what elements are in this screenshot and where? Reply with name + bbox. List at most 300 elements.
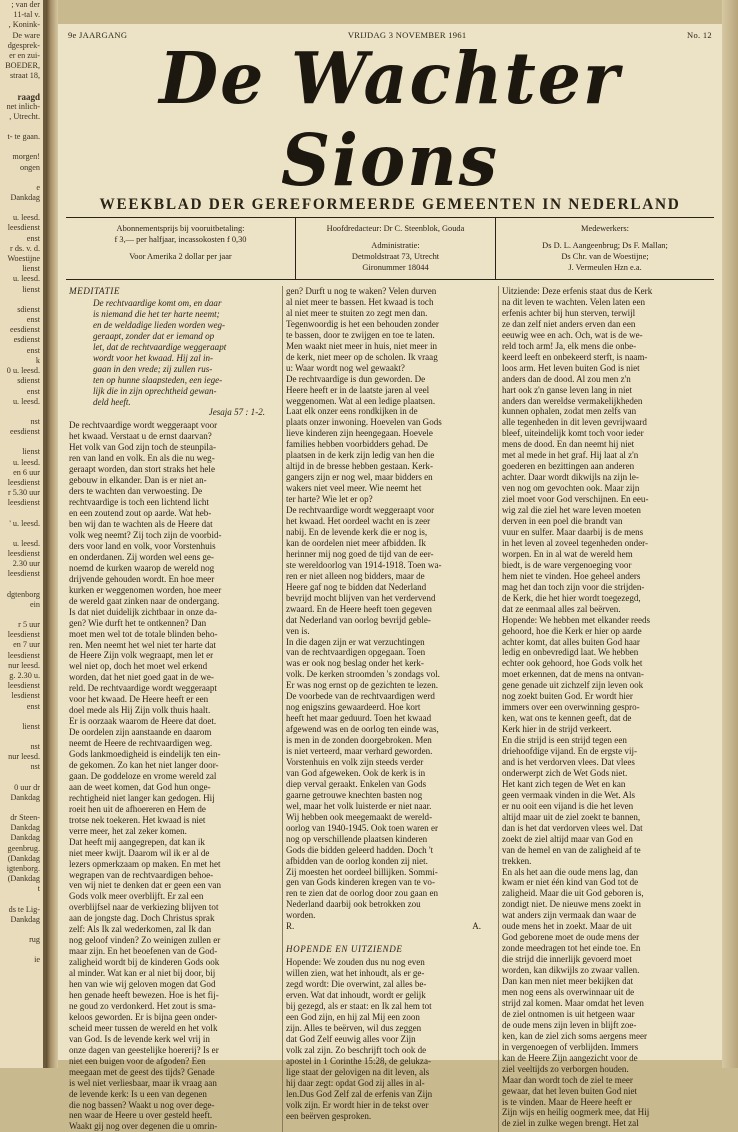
text-line: volk zijn. Er wordt hier in de tekst over: [286, 1099, 429, 1110]
text-line: gaan. De goddeloze en vrome wereld zal: [69, 770, 217, 781]
text-line: is niemand die het ter harte neemt;: [93, 308, 220, 319]
text-line: rechtigheid niet langer kan gedogen. Hij: [69, 792, 215, 803]
text-line: Vorstenhuis en volk zijn steeds verder: [286, 756, 424, 767]
text-line: Het kant zich tegen de Wet en kan: [502, 778, 626, 789]
text-line: De rechtvaardige wordt weggeraapt voor: [286, 505, 435, 516]
text-line: dat God Zelf eeuwig alles voor Zijn: [286, 1033, 416, 1044]
adjacent-page-fragment: (Dankdag: [7, 874, 40, 884]
adjacent-page-fragment: [0, 580, 43, 590]
text-line: Gods lankmoedigheid is eindelijk ten ein-: [69, 749, 221, 760]
contributors-line: Ds Chr. van de Woestijne;: [561, 252, 649, 261]
text-line: van de hemel en van de zaligheid af te: [502, 844, 641, 855]
text-line: niet meer kwijt. Daarom wil ik er al de: [69, 847, 210, 858]
adjacent-page-fragment: (Dankdag: [7, 853, 40, 863]
adjacent-page-fragment: raagd: [17, 91, 40, 102]
text-line: gen van Gods kinderen kregen van te vo-: [286, 877, 435, 888]
text-line: vuur en sulfer. Maar daarbij is de mens: [502, 526, 644, 537]
adjacent-page-fragment: , Utrecht.: [9, 112, 40, 122]
text-line: heeft het maar geduurd. Toen het kwaad: [286, 713, 432, 724]
newspaper-page: [58, 24, 722, 1132]
text-line: lieve kinderen zijn heengegaan. Hoevele: [286, 428, 433, 439]
text-line: wig zal die ziel het ware leven moeten: [502, 505, 641, 516]
text-line: weggenomen. Wat al een ledige plaatsen.: [286, 395, 436, 406]
text-line: Dat heeft mij aangegrepen, dat kan ik: [69, 836, 205, 847]
text-line: hart ook z'n ganse leven lang in niet: [502, 384, 633, 395]
section-heading-hopende: HOPENDE EN UITZIENDE: [286, 944, 403, 955]
text-line: al minder. Wat kan er al niet bij door, bij: [69, 968, 216, 979]
text-line: Laat elk onzer eens rondkijken in de: [286, 406, 418, 417]
text-line: hen van wie wij geloven mogen dat God: [69, 979, 216, 990]
text-line: ste wereldoorlog van 1914-1918. Toen wa-: [286, 559, 442, 570]
text-line: van God. Is de levende kerk wel vrij in: [69, 1033, 210, 1044]
text-line: deld heeft.: [93, 396, 131, 407]
text-line: volk weg neemt? Zij toch zijn de voorbid-: [69, 529, 222, 540]
adjacent-page-fragment: 11-tal v.: [13, 10, 40, 20]
text-line: van de rechtvaardigen opgegaan. Toen: [286, 647, 426, 658]
text-line: trekken.: [502, 855, 532, 866]
adjacent-page-fragment: enst: [26, 315, 40, 325]
text-line: geraapt, zonder dat er iemand op: [93, 330, 215, 341]
text-line: ten op hunne slaapsteden, een iege-: [93, 374, 223, 385]
text-line: De rechtvaardige wordt weggeraapt voor: [69, 420, 218, 431]
text-line: erven. Wat dat inhoudt, wordt er gelijk: [286, 990, 426, 1001]
text-line: wat anders zijn vermaak dan waar de: [502, 910, 637, 921]
text-line: de wereld gaat zinken naar de ondergang.: [69, 595, 220, 606]
text-line: nog enigszins gewaardeerd. Hoe kort: [286, 702, 421, 713]
text-line: zaligheid wordt bij de kinderen Gods ook: [69, 957, 220, 968]
adjacent-page-fragment: [0, 773, 43, 783]
text-line: eeuwig wee en ach. Och, wat is de we-: [502, 329, 643, 340]
text-line: en de weldadige lieden worden weg-: [93, 319, 226, 330]
text-line: oorlog van 1940-1945. Ook toen waren er: [286, 822, 438, 833]
text-line: En als het aan die oude mens lag, dan: [502, 866, 638, 877]
text-line: Zijn wijs en heilig oogmerk mee, dat Hij: [502, 1107, 650, 1118]
text-line: een God zijn, en hij zal Mij een zoon: [286, 1011, 420, 1022]
text-line: kunnen ophalen, zodat men zelfs van: [502, 406, 637, 417]
text-line: die strijd die innerlijk gevoerd moet: [502, 954, 632, 965]
text-line: De voorbede van de rechtvaardigen werd: [286, 691, 435, 702]
editor-line: Detmoldstraat 73, Utrecht: [351, 252, 440, 261]
section-heading-meditatie: MEDITATIE: [69, 286, 120, 296]
text-line: roeit hen uit de afhoereren en Hem de: [69, 803, 206, 814]
text-line: dat ze eenmaal alles zal beërven.: [502, 603, 621, 614]
text-line: er nu ooit een vijand is die het leven: [502, 800, 634, 811]
text-line: afbidden van de oorlog konden zij niet.: [286, 855, 428, 866]
text-line: Nederland daarbij ook betrokken zou: [286, 899, 421, 910]
text-line: overblijfsel naar de verkiezing blijven tot: [69, 902, 219, 913]
text-line: Er is oorzaak waarom de Heere dat doet.: [69, 716, 217, 727]
adjacent-page-fragment: Dankdag: [10, 914, 40, 924]
text-line: En die strijd is een strijd tegen een: [502, 735, 627, 746]
text-line: gangers zijn er nog wel, maar bidders en: [286, 472, 433, 483]
signoff-right: A.: [472, 921, 481, 932]
adjacent-page-fragment: nst: [30, 762, 40, 772]
adjacent-page-fragment: [0, 142, 43, 152]
text-line: ven is.: [286, 625, 310, 636]
text-line: is wel niet verliesbaar, maar ik vraag aan: [69, 1077, 217, 1088]
text-line: een beërven gesproken.: [286, 1110, 372, 1121]
text-line: afgewend was en de oorlog ten einde was,: [286, 724, 439, 735]
text-line: hem niet te vinden. Hoe geheel anders: [502, 570, 641, 581]
adjacent-page-fragment: en 7 uur: [13, 640, 40, 650]
adjacent-page-fragment: [0, 712, 43, 722]
text-line: len.Dus God Zelf zal de erfenis van Zijn: [286, 1088, 433, 1099]
text-line: apostel in 1 Corinthe 15:28, de gelukza-: [286, 1055, 431, 1066]
scripture-reference: Jesaja 57 : 1-2.: [208, 407, 265, 418]
issue-date: VRIJDAG 3 NOVEMBER 1961: [347, 30, 467, 40]
adjacent-page-fragment: r 5 uur: [18, 619, 40, 629]
adjacent-page-fragment: ongen: [19, 162, 40, 172]
signoff: [286, 921, 495, 932]
masthead-title: De Wachter Sions: [159, 37, 621, 203]
text-line: plaatsen in de kerk zijn ledig van hen die: [286, 450, 435, 461]
adjacent-page-fragment: 0 u. leesd.: [6, 366, 40, 376]
text-line: Wij hebben ook meegemaakt de wereld-: [286, 811, 433, 822]
text-line: Gods volk meer overblijft. Er zal een: [69, 891, 204, 902]
article-columns: [66, 286, 714, 1132]
text-line: Kerk hier in de strijd verkeert.: [502, 724, 612, 735]
adjacent-page-fragment: [0, 895, 43, 905]
text-line: de levende kerk: Is u een van degenen: [69, 1088, 207, 1099]
adjacent-page-fragment: Dankdag: [10, 792, 40, 802]
adjacent-page-fragment: t- te gaan.: [7, 132, 40, 142]
text-line: mens de dood. En dan neemt hij niet: [502, 439, 635, 450]
adjacent-page-strip: [0, 0, 46, 1068]
text-line: ken, kan de ziel zich soms aergens meer: [502, 1030, 648, 1041]
contributors-line: J. Vermeulen Hzn e.a.: [568, 263, 642, 272]
adjacent-page-fragment: Dankdag: [10, 833, 40, 843]
text-line: dan is het dat verdorven vlees wel. Dat: [502, 822, 643, 833]
text-line: nen waar de Heere u over gesteld heeft.: [69, 1110, 213, 1121]
text-line: drijvende gehouden wordt. En hoe meer: [69, 573, 215, 584]
adjacent-page-fragment: dgtenborg: [6, 589, 40, 599]
text-line: neemt de Heere de rechtvaardigen weg.: [69, 738, 213, 749]
text-line: lijk die in zijn oprechtheid gewan-: [93, 385, 217, 396]
adjacent-page-fragment: e: [36, 182, 40, 192]
text-line: het kwaad. Het oordeel wacht en is zeer: [286, 516, 431, 527]
text-line: voor het kwaad. De Heere heeft er een: [69, 694, 209, 705]
meditation-body: [69, 420, 279, 1132]
text-line: nog zoekt buiten God. Er wordt hier: [502, 691, 633, 702]
adjacent-page-fragment: Dankdag: [10, 823, 40, 833]
text-line: ben wij dan te wachten als de Heere dat: [69, 519, 213, 530]
text-line: zoekt de ziel altijd maar van God en: [502, 833, 633, 844]
text-line: onderwerpt zich de Wet Gods niet.: [502, 767, 628, 778]
adjacent-page-fragment: [0, 945, 43, 955]
text-line: wordt voor het kwaad. Hij zal in-: [93, 352, 214, 363]
text-line: al niet meer te stuiten zo zegt men dan.: [286, 307, 428, 318]
text-line: achter komt, dat alles buiten God haar: [502, 636, 640, 647]
subscription-line: Voor Amerika 2 dollar per jaar: [129, 252, 232, 261]
text-line: gebouw in elkander. Dan is er niet an-: [69, 475, 207, 486]
adjacent-page-fragment: leesdienst: [7, 223, 40, 233]
text-line: zegd wordt: Die overwint, zal alles be-: [286, 979, 427, 990]
adjacent-page-fragment: u. leesd.: [12, 538, 40, 548]
text-line: in het leven al zoveel tegenheden onder-: [502, 537, 649, 548]
adjacent-page-fragment: nur leesd.: [8, 660, 40, 670]
text-line: echter ook gehoord, hoe Gods volk het: [502, 658, 643, 669]
adjacent-page-fragment: r 5.30 uur: [7, 488, 40, 498]
text-line: Dan kan men niet meer bekijken dat: [502, 976, 634, 987]
text-line: ziel moet voor God verschijnen. En eeu-: [502, 494, 649, 505]
adjacent-page-fragment: Dankdag: [10, 193, 40, 203]
text-line: reld toch arm! Ja, elk mens die onbe-: [502, 340, 637, 351]
text-line: ken, wat ons te kennen geeft, dat de: [502, 713, 632, 724]
text-line: derven in een poel die brandt van: [502, 516, 623, 527]
text-line: diep verval geraakt. Enkelen van Gods: [286, 778, 427, 789]
adjacent-page-fragment: [0, 925, 43, 935]
contributors-info: [496, 218, 714, 279]
text-line: u: Waar wordt nog wel gewaakt?: [286, 362, 405, 373]
text-line: in vergenoegen of verblijden. Immers: [502, 1041, 639, 1052]
text-line: Hopende: We hebben met elkander reeds: [502, 614, 651, 625]
adjacent-page-fragment: nst: [30, 416, 40, 426]
adjacent-page-fragment: 0 uur dr: [14, 782, 40, 792]
text-line: Waakt gij nog over degenen die u omrin-: [69, 1121, 218, 1132]
adjacent-page-fragment: leesdienst: [7, 569, 40, 579]
adjacent-page-fragment: leesdienst: [7, 498, 40, 508]
text-line: hen genade heeft bewezen. Hoe is het fij-: [69, 990, 219, 1000]
text-line: aan de jongste dag. Doch Christus sprak: [69, 913, 215, 924]
text-line: ren van land en volk. En als die nu weg-: [69, 453, 215, 464]
adjacent-page-fragment: nur leesd.: [8, 752, 40, 762]
text-line: and is het verdorven vlees. Dat vlees: [502, 756, 635, 767]
text-line: worden.: [286, 910, 316, 921]
text-line: volk. De kerken stroomden 's zondags vol.: [286, 669, 440, 680]
adjacent-page-fragment: [0, 529, 43, 539]
text-line: ze dan zelf niet anders erven dan een: [502, 318, 636, 329]
adjacent-page-fragment: ' u. leesd.: [9, 518, 40, 528]
adjacent-page-fragment: lienst: [22, 264, 40, 274]
text-line: loos arm. Het leven buiten God is niet: [502, 362, 640, 373]
text-line: families hebben voorbidders gehad. De: [286, 439, 428, 450]
adjacent-page-fragment: enst: [26, 233, 40, 243]
adjacent-page-fragment: ds te Lig-: [8, 904, 40, 914]
adjacent-page-fragment: enst: [26, 345, 40, 355]
text-line: ders te wachten dan verwoesting. De: [69, 486, 203, 497]
adjacent-page-fragment: u. leesd.: [12, 213, 40, 223]
editor-line: Administratie:: [371, 241, 420, 250]
text-line: scheid meer tussen de wereld en het volk: [69, 1022, 218, 1033]
info-bar: [66, 218, 714, 280]
adjacent-page-fragment: net inlich-: [6, 101, 40, 111]
adjacent-page-fragment: r ds. v. d.: [10, 243, 40, 253]
text-line: God geborene moet de oude mens der: [502, 932, 640, 943]
text-line: Heere gaf nog te bidden dat Nederland: [286, 581, 427, 592]
hopende-body-continued: [502, 286, 711, 1129]
text-line: niet een buigen voor de afgoden? Een: [69, 1055, 206, 1066]
adjacent-page-fragment: u. leesd.: [12, 396, 40, 406]
text-line: ne goud zo verdonkerd. Het zout is sma-: [69, 1000, 216, 1011]
text-line: onze dagen van geestelijke hoererij? Is er: [69, 1044, 219, 1055]
text-line: gaarne getrouwe knechten basten nog: [286, 789, 423, 800]
text-line: biedt, is de ware vergenoeging voor: [502, 559, 632, 570]
editor-line: Hoofdredacteur: Dr C. Steenblok, Gouda: [326, 224, 465, 233]
text-line: verre meer, het zal zeker komen.: [69, 825, 187, 836]
text-line: achter. Daar wordt dikwijls na zijn le-: [502, 472, 639, 483]
text-line: erfenis achter bij hun sterven, terwijl: [502, 307, 636, 318]
text-line: ven wij niet te denken dat er geen een van: [69, 880, 221, 891]
subscription-line: Abonnementsprijs bij vooruitbetaling:: [116, 224, 245, 233]
text-line: gaan in den vrede; zij zullen rus-: [93, 363, 213, 374]
hopende-body: [286, 957, 495, 1121]
subscription-info: [66, 218, 296, 279]
text-line: de oude mens zijn leven in blijft zoe-: [502, 1019, 637, 1030]
text-line: wegrapen van de rechtvaardigen behoe-: [69, 869, 214, 880]
adjacent-page-fragment: er en zui-: [9, 51, 40, 61]
text-line: nog op verschillende plaatsen kinderen: [286, 833, 428, 844]
text-line: kan de Heere Zijn aangezicht voor de: [502, 1052, 638, 1063]
text-line: kurken er weggenomen worden, hoe meer: [69, 584, 222, 595]
adjacent-page-fragment: sdienst: [17, 376, 40, 386]
page-edge: [722, 0, 738, 1068]
text-line: na dit leven te wachten. Velen laten een: [502, 296, 646, 307]
text-line: moet erkennen, dat de mens na ontvan-: [502, 669, 644, 680]
text-line: meegaan met de geest des tijds? Genade: [69, 1066, 215, 1077]
text-line: ren. Men neemt het wel niet ter harte dat: [69, 639, 216, 650]
adjacent-page-fragment: straat 18,: [9, 71, 40, 81]
text-line: reld. De rechtvaardige wordt weggeraapt: [69, 683, 217, 694]
text-line: ren er niet alleen nog bidders, maar de: [286, 570, 425, 581]
adjacent-page-fragment: [0, 295, 43, 305]
text-line: mag het dan toch zijn voor die strijden-: [502, 581, 645, 592]
text-line: en een zoutend zout op aarde. Wat heb-: [69, 508, 212, 519]
adjacent-page-fragment: leesdienst: [7, 650, 40, 660]
adjacent-page-fragment: enst: [26, 701, 40, 711]
subscription-line: f 3,— per halfjaar, incassokosten f 0,30: [114, 235, 247, 244]
column-1: [66, 286, 282, 1132]
text-line: de ziel in zulke wegen brengt. Het zal: [502, 1118, 639, 1129]
adjacent-page-fragment: u. leesd.: [12, 457, 40, 467]
text-line: gehoord, hoe die Kerk er hier op aarde: [502, 625, 642, 636]
text-line: te bassen, door te zwijgen en toe te laten.: [286, 329, 435, 340]
text-line: Men waakt niet meer in huis, niet meer in: [286, 340, 437, 351]
text-line: ven nog om gevochten ook. Maar zijn: [502, 483, 640, 494]
text-line: driehoofdige vijand. En de ergste vij-: [502, 746, 637, 757]
text-line: zelf: Als Ik zal wederkomen, zal Ik dan: [69, 924, 212, 935]
text-line: met al mede in het graf. Hij laat al z'n: [502, 450, 639, 461]
adjacent-page-fragment: [0, 173, 43, 183]
text-line: moet men wel tot de totale blinden beho-: [69, 628, 218, 639]
adjacent-page-fragment: leesdienst: [7, 548, 40, 558]
text-line: ren te zien dat de oorlog door zou gaan en: [286, 888, 438, 899]
text-line: de gekomen. Zo kan het niet langer door-: [69, 759, 219, 770]
text-line: gewaar, dat het leven buiten God niet: [502, 1085, 638, 1096]
jaargang: 9e JAARGANG: [68, 30, 128, 40]
contributors-line: Ds D. L. Aangeenbrug; Ds F. Mallan;: [542, 241, 668, 250]
text-line: de Kerk, die het hier wordt toegezegd,: [502, 592, 641, 603]
text-line: die nog bassen? Waakt u nog over dege-: [69, 1099, 215, 1110]
text-line: Tegenwoordig is het een behouden zonder: [286, 318, 439, 329]
text-line: keerd leeft en onbekeerd sterft, is naam-: [502, 351, 648, 362]
text-line: ziel veeltijds zo verborgen houden.: [502, 1063, 629, 1074]
adjacent-page-fragment: rug: [29, 935, 40, 945]
scripture-quote: [69, 298, 279, 408]
text-line: zondigt niet. De nieuwe mens zoekt in: [502, 899, 641, 910]
adjacent-page-fragment: [0, 732, 43, 742]
editor-line: Gironummer 18044: [362, 263, 429, 272]
text-line: Het volk van God zijn toch de steunpila-: [69, 442, 216, 453]
adjacent-page-fragment: lienst: [22, 721, 40, 731]
text-line: volk zal zijn. Zo beschrijft toch ook de: [286, 1044, 427, 1055]
adjacent-page-fragment: [0, 610, 43, 620]
text-line: let, dat de rechtvaardige weggeraapt: [93, 341, 227, 352]
text-line: geraapt worden, dan stort straks het hele: [69, 464, 215, 475]
text-line: van God afgeweken. Ook de kerk is in: [286, 767, 426, 778]
text-line: Zij moesten het oordeel billijken. Sommi-: [286, 866, 438, 877]
text-line: ter harte? Wie let er op?: [286, 494, 373, 505]
adjacent-page-fragment: en 6 uur: [13, 467, 40, 477]
text-line: anders dan wereldse vermakelijkheden: [502, 395, 643, 406]
text-line: gen? Durft u nog te waken? Velen durven: [286, 286, 437, 296]
adjacent-page-fragment: k: [35, 355, 40, 365]
column-3: [498, 286, 714, 1132]
adjacent-page-fragment: ein: [29, 599, 40, 609]
text-line: altijd in de bresse hebben gestaan. Kerk-: [286, 461, 433, 472]
adjacent-page-fragment: lienst: [22, 447, 40, 457]
adjacent-page-fragment: [0, 509, 43, 519]
adjacent-page-fragment: dr Steen-: [10, 813, 40, 822]
text-line: willen zien, wat het inhoudt, als er ge-: [286, 968, 425, 979]
text-line: trotse nek toekeren. Het kwaad is niet: [69, 814, 206, 825]
adjacent-page-fragment: [0, 82, 43, 92]
adjacent-page-fragment: nst: [30, 741, 40, 751]
adjacent-page-fragment: [0, 122, 43, 132]
text-line: ledig en onbevredigd laat. We hebben: [502, 647, 639, 658]
text-line: altijd maar uit de ziel zoekt te bannen,: [502, 811, 641, 822]
text-line: wel, maar het volk luisterde er niet naar.: [286, 800, 432, 811]
text-line: De oordelen zijn aanstaande en daarom: [69, 727, 212, 738]
text-line: al niet meer te bassen. Het kwaad is toch: [286, 296, 434, 307]
text-line: bleef, uiteindelijk komt toch voor ieder: [502, 428, 644, 439]
text-line: lige staat der gelovigen na dit leven, als: [286, 1066, 430, 1077]
adjacent-page-fragment: morgen!: [12, 152, 40, 162]
adjacent-page-fragment: lesdienst: [11, 691, 40, 701]
text-line: goederen en bezittingen aan anderen: [502, 461, 635, 472]
text-line: het kwaad. Verstaat u de ernst daarvan?: [69, 431, 212, 442]
adjacent-page-fragment: De ware: [12, 30, 40, 40]
adjacent-page-fragment: [0, 437, 43, 447]
text-line: was er ook nog beslag onder het kerk-: [286, 658, 424, 669]
adjacent-page-fragment: leesdienst: [7, 630, 40, 640]
text-line: De rechtvaardige is dun geworden. De: [286, 373, 426, 384]
text-line: zijn. Alles te beërven, wil dus zeggen: [286, 1022, 422, 1033]
text-line: kan de oordelen niet meer afbidden. Ik: [286, 537, 426, 548]
text-line: is te vinden. Maar de Heere heeft er: [502, 1096, 632, 1107]
adjacent-page-fragment: dgesprek-: [7, 40, 40, 50]
text-line: herinner mij nog goed de tijd van de eer-: [286, 548, 434, 559]
text-line: is niet verteerd, maar verhard geworden.: [286, 746, 433, 757]
text-line: Er was nog ernst op de gezichten te lezen.: [286, 680, 438, 691]
editorial-info: [296, 218, 496, 279]
adjacent-page-fragment: ie: [34, 955, 40, 965]
adjacent-page-fragment: lienst: [22, 284, 40, 294]
signoff-left: R.: [286, 921, 295, 932]
text-line: Uitziende: Deze erfenis staat dus de Kerk: [502, 286, 653, 296]
adjacent-page-fragment: enst: [26, 386, 40, 396]
contributors-line: Medewerkers:: [581, 224, 629, 233]
column-2: [282, 286, 498, 1132]
adjacent-page-fragment: 2.30 uur: [12, 559, 40, 569]
text-line: In die dagen zijn er wat verzuchtingen: [286, 636, 425, 647]
text-line: bevrijd mocht blijven van het verdervend: [286, 592, 436, 603]
text-line: Maar dan wordt toch de ziel te meer: [502, 1074, 633, 1085]
text-line: keloos geworden. Er is bijna geen onder-: [69, 1011, 218, 1022]
text-line: Heere heeft er in de laatste jaren al veel: [286, 384, 430, 395]
text-line: de kerk, niet meer op de scholen. Ik vraag: [286, 351, 438, 362]
text-line: De rechtvaardige komt om, en daar: [93, 297, 222, 308]
text-line: men nog eens als overwinnaar uit de: [502, 987, 635, 997]
